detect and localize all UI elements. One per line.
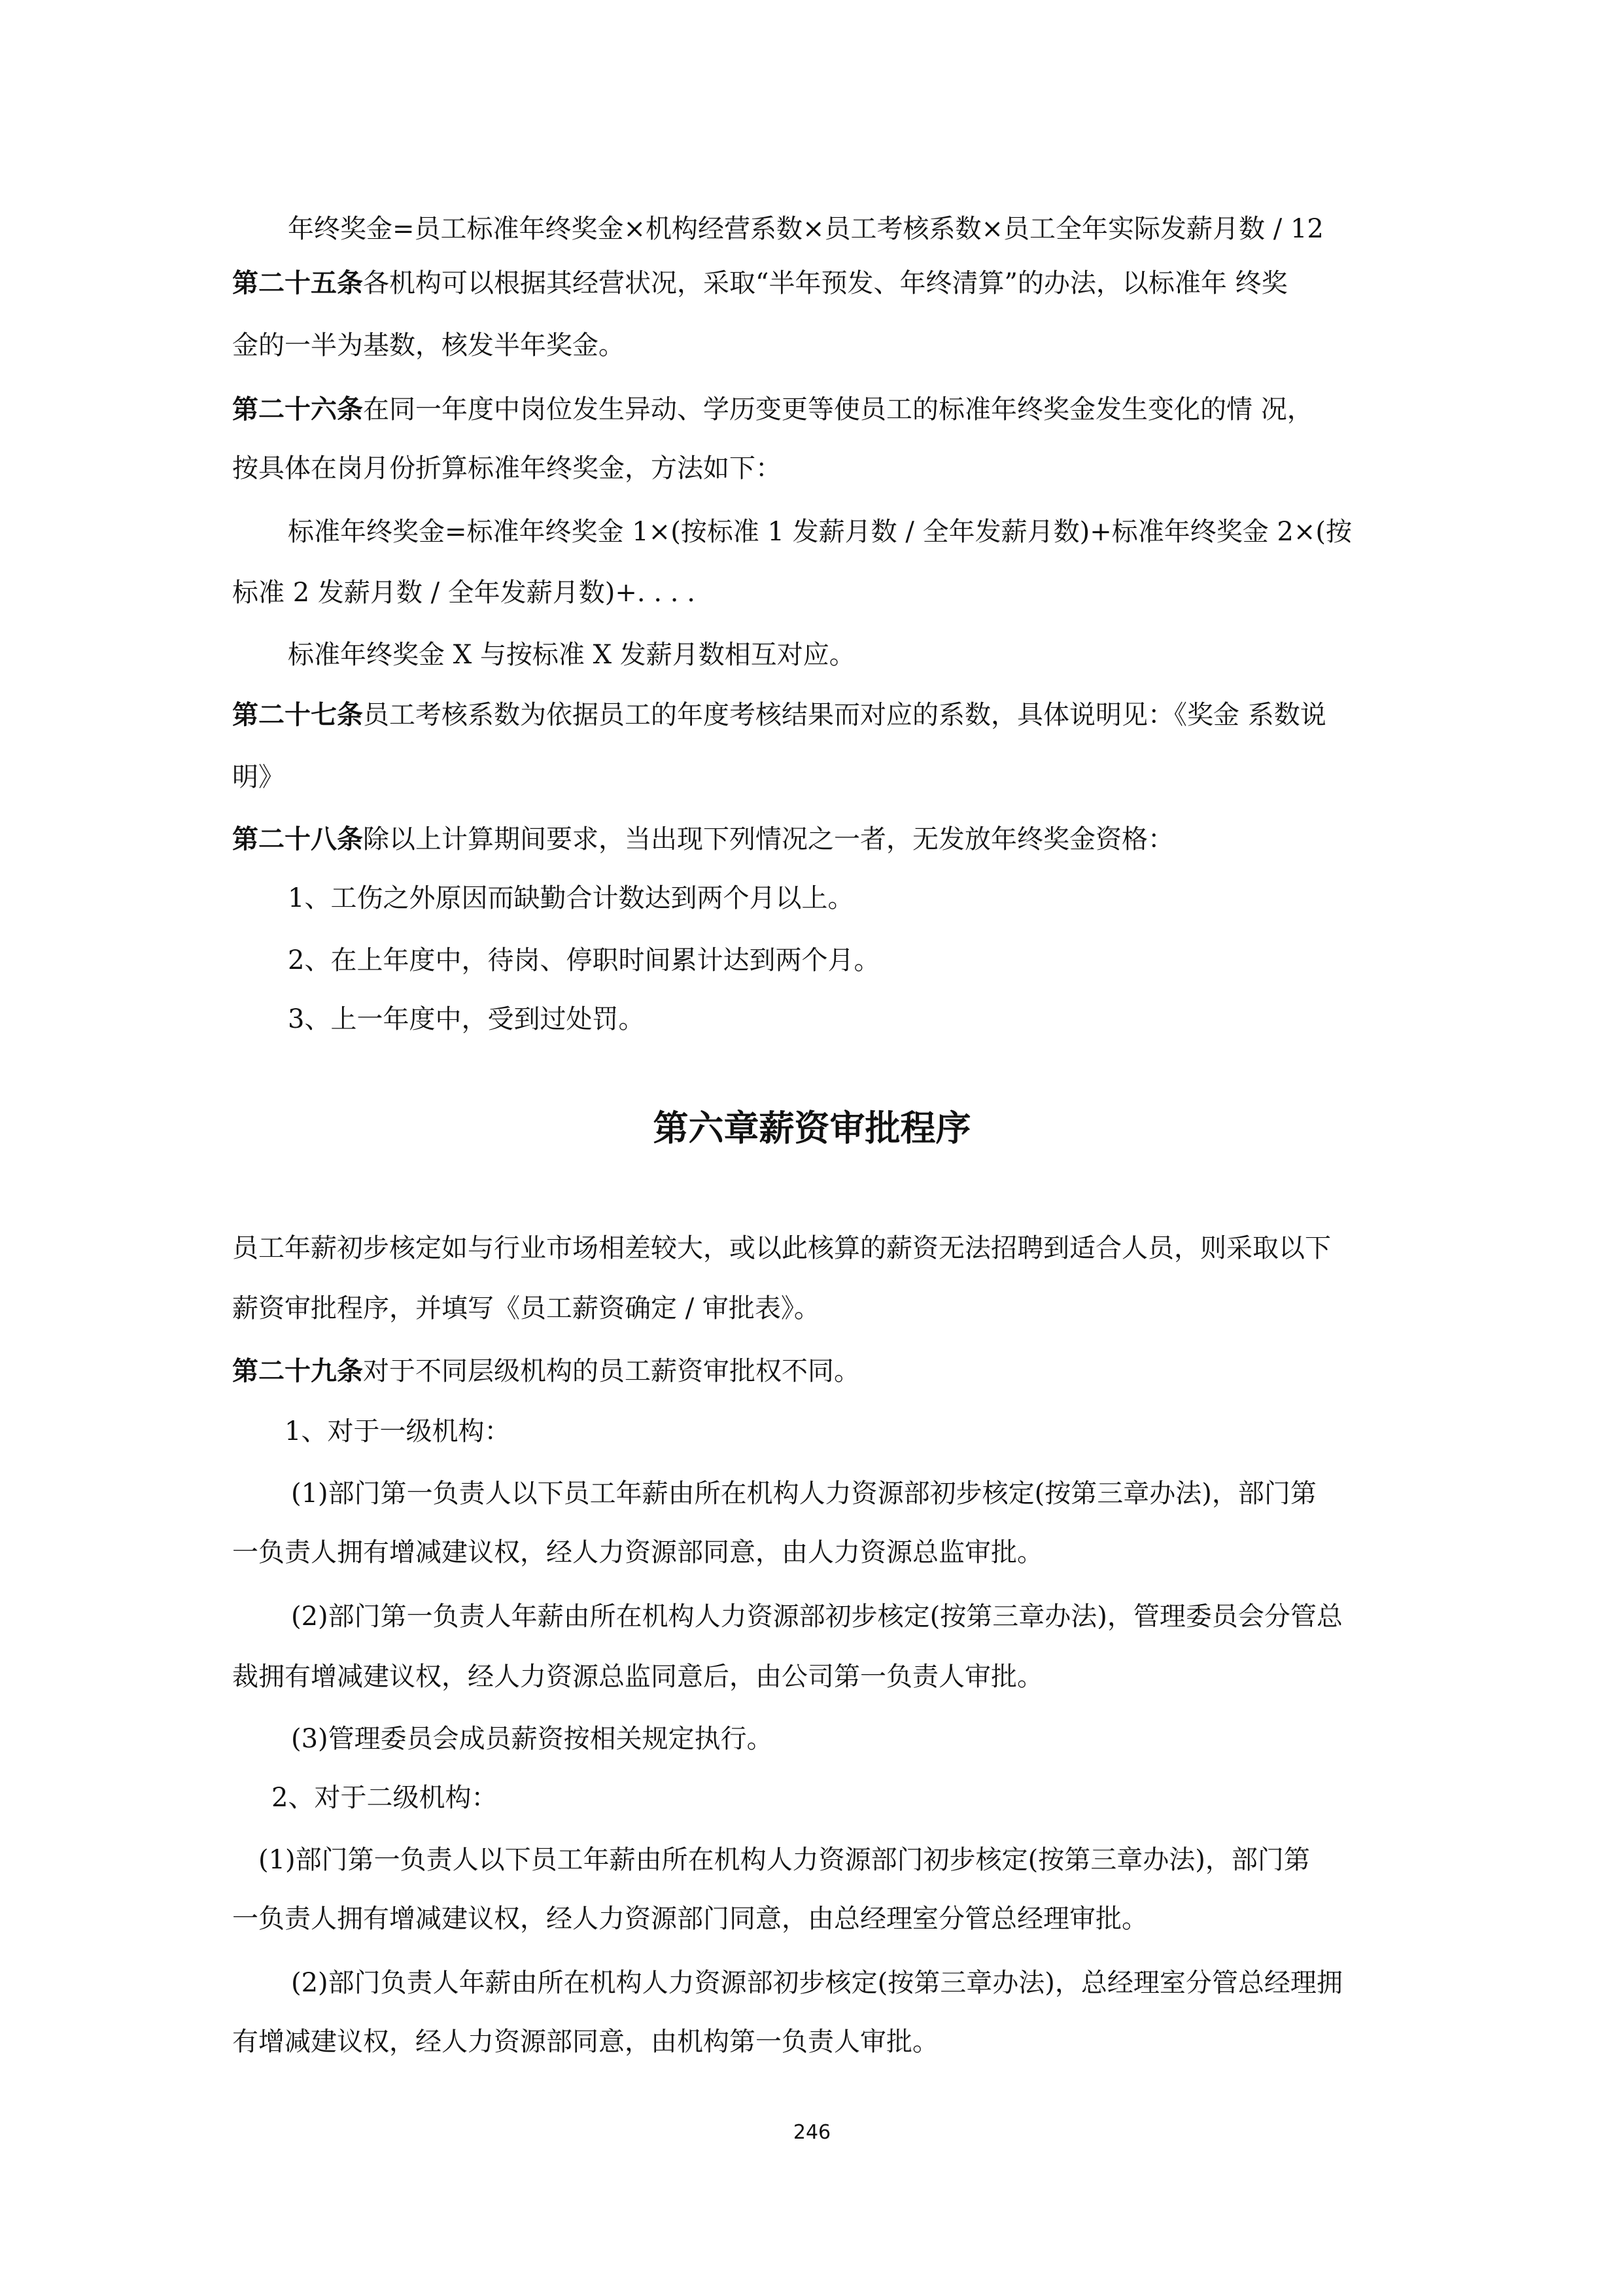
level-1-p2-line-1: (2)部门第一负责人年薪由所在机构人力资源部初步核定(按第三章办法)，管理委员会分管总 (291, 1602, 1343, 1632)
level-1-p3: (3)管理委员会成员薪资按相关规定执行。 (291, 1724, 773, 1754)
chapter-6-intro-line-2: 薪资审批程序，并填写《员工薪资确定 / 审批表》。 (232, 1293, 820, 1323)
level-2-p1-line-1: (1)部门第一负责人以下员工年薪由所在机构人力资源部门初步核定(按第三章办法)，部门第 (258, 1845, 1310, 1875)
article-28-item-2: 2、在上年度中，待岗、停职时间累计达到两个月。 (288, 945, 880, 975)
article-25-line-1 (232, 265, 1429, 302)
level-2-heading: 2、对于二级机构： (271, 1783, 498, 1813)
chapter-6-title: 第六章薪资审批程序 (653, 1108, 971, 1149)
level-1-heading: 1、对于一级机构： (285, 1416, 511, 1446)
article-29-line-1 (232, 1353, 1429, 1390)
level-2-p2-line-2: 有增减建议权，经人力资源部同意，由机构第一负责人审批。 (232, 2027, 939, 2057)
level-1-p2-line-2: 裁拥有增减建议权，经人力资源总监同意后，由公司第一负责人审批。 (232, 1662, 1043, 1692)
article-25-text-1: 各机构可以根据其经营状况，采取“半年预发、年终清算”的办法，以标准年 终奖 (363, 268, 1288, 298)
article-28-label: 第二十八条 (232, 824, 363, 854)
article-27-line-1 (232, 697, 1429, 733)
article-28-text-1: 除以上计算期间要求，当出现下列情况之一者，无发放年终奖金资格： (363, 824, 1174, 854)
standard-bonus-formula-line-2: 标准 2 发薪月数 / 全年发薪月数)+. . . . (232, 578, 695, 608)
level-2-p1-line-2: 一负责人拥有增减建议权，经人力资源部门同意，由总经理室分管总经理审批。 (232, 1904, 1148, 1934)
page-number: 246 (793, 2121, 831, 2144)
article-29-label: 第二十九条 (232, 1356, 363, 1386)
article-29-text-1: 对于不同层级机构的员工薪资审批权不同。 (363, 1356, 860, 1386)
article-27-line-2: 明》 (232, 762, 285, 792)
article-28-item-3: 3、上一年度中，受到过处罚。 (288, 1004, 645, 1034)
article-27-label: 第二十七条 (232, 700, 363, 730)
level-2-p2-line-1: (2)部门负责人年薪由所在机构人力资源部初步核定(按第三章办法)，总经理室分管总经理拥 (291, 1968, 1343, 1998)
level-1-p1-line-1: (1)部门第一负责人以下员工年薪由所在机构人力资源部初步核定(按第三章办法)，部门第 (291, 1479, 1317, 1509)
article-26-label: 第二十六条 (232, 394, 363, 425)
standard-bonus-formula-line-1: 标准年终奖金=标准年终奖金 1×(按标准 1 发薪月数 / 全年发薪月数)+标准年终奖金 2×(按 (288, 517, 1352, 547)
article-26-line-2: 按具体在岗月份折算标准年终奖金，方法如下： (232, 453, 782, 483)
standard-bonus-note: 标准年终奖金 X 与按标准 X 发薪月数相互对应。 (288, 640, 855, 670)
article-25-line-2: 金的一半为基数，核发半年奖金。 (232, 330, 625, 360)
article-26-text-1: 在同一年度中岗位发生异动、学历变更等使员工的标准年终奖金发生变化的情 况， (363, 394, 1313, 425)
article-28-item-1: 1、工伤之外原因而缺勤合计数达到两个月以上。 (288, 883, 854, 913)
article-25-label: 第二十五条 (232, 268, 363, 298)
article-28-line-1 (232, 821, 1429, 858)
article-27-text-1: 员工考核系数为依据员工的年度考核结果而对应的系数，具体说明见：《奖金 系数说 (363, 700, 1326, 730)
article-26-line-1 (232, 391, 1429, 428)
year-end-bonus-formula: 年终奖金=员工标准年终奖金×机构经营系数×员工考核系数×员工全年实际发薪月数 / 12 (288, 214, 1324, 244)
level-1-p1-line-2: 一负责人拥有增减建议权，经人力资源部同意，由人力资源总监审批。 (232, 1537, 1043, 1568)
chapter-6-intro-line-1: 员工年薪初步核定如与行业市场相差较大，或以此核算的薪资无法招聘到适合人员，则采取以下 (232, 1233, 1331, 1263)
